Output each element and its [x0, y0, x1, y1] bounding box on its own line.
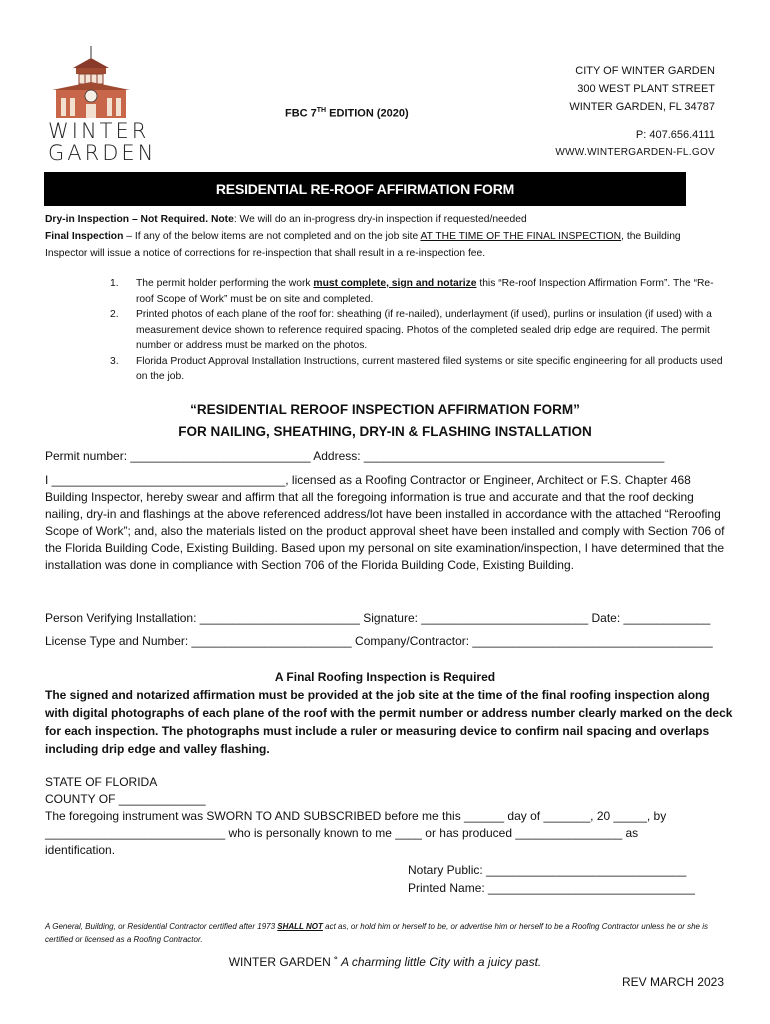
list-item: 1. The permit holder performing the work must complete, sign and notarize this “Re-roof Inspection Affirmation Form”. The “Re-roof Scope of Work” must be on site and completed. [110, 278, 714, 305]
clock-tower-icon [48, 46, 134, 120]
city-state-zip: WINTER GARDEN, FL 34787 [569, 101, 715, 113]
list-item: 2. Printed photos of each plane of the roof for: sheathing (if re-nailed), underlayment (if used), purlins or insulation (if used) with a measurement device shown to reference required spacing. Photos of the completed sealed drip edge are required. The permit number or address must be marked on the photos. [110, 309, 712, 351]
street-address: 300 WEST PLANT STREET [577, 83, 715, 95]
affirmation-subtitle: FOR NAILING, SHEATHING, DRY-IN & FLASHING INSTALLATION [178, 424, 592, 439]
printed-name-line[interactable]: Printed Name: _______________________________ [408, 881, 695, 895]
sworn-line-3: identification. [45, 843, 116, 857]
requirements-list [110, 276, 730, 385]
form-title-banner: RESIDENTIAL RE-ROOF AFFIRMATION FORM [44, 172, 686, 206]
notary-block [45, 774, 735, 859]
revision-date: REV MARCH 2023 [621, 975, 724, 989]
affirmation-paragraph: I ___________________________________, licensed as a Roofing Contractor or Engineer, Architect or F.S. Chapter 468 Building Inspector, hereby swear and affirm that all the foregoing information is true and accurate and that the roof decking nailing, dry-in and flashings at the above referenced address/lot have been installed in accordance with the attached “Reroofing Scope of Work”; and, also the materials listed on the product approval sheet have been installed and comply with Section 706 of the Florida Building Code, Existing Building. Based upon my personal on site examination/inspection, I have determined that the installation was done in compliance with Section 706 of the Florida Building Code, Existing Building. [45, 473, 725, 572]
final-inspection-title: A Final Roofing Inspection is Required [274, 670, 496, 684]
verification-line[interactable]: Person Verifying Installation: ________________________ Signature: _________________________ Date: _____________ [45, 611, 711, 625]
license-line[interactable]: License Type and Number: ________________________ Company/Contractor: ____________________________________ [45, 634, 713, 648]
code-edition: FBC 7TH EDITION (2020) [285, 107, 409, 120]
city-logo [48, 46, 157, 165]
notary-signature-block [408, 861, 695, 897]
notary-public-line[interactable]: Notary Public: ______________________________ [408, 863, 687, 877]
logo-word-winter: WINTER [48, 119, 150, 143]
phone-number: P: 407.656.4111 [635, 129, 715, 141]
sworn-line-1[interactable]: The foregoing instrument was SWORN TO AND SUBSCRIBED before me this ______ day of _______, 20 _____, by [45, 809, 667, 823]
state-label: STATE OF FLORIDA [45, 775, 158, 789]
list-item: 3. Florida Product Approval Installation Instructions, current mastered filed systems or site specific engineering for all products used on the job. [110, 355, 723, 382]
city-tagline: WINTER GARDEN ˚ A charming little City with a juicy past. [228, 955, 542, 969]
sworn-line-2[interactable]: ___________________________ who is personally known to me ____ or has produced ________________ as [45, 826, 639, 840]
county-line[interactable]: COUNTY OF _____________ [45, 792, 206, 806]
logo-word-garden: GARDEN [48, 141, 157, 165]
city-name: CITY OF WINTER GARDEN [575, 65, 715, 77]
permit-address-line[interactable]: Permit number: ___________________________ Address: _____________________________________________ [45, 449, 665, 463]
final-inspection-body: The signed and notarized affirmation must be provided at the job site at the time of the final roofing inspection along with digital photographs of each plane of the roof with the permit number or address number clearly marked on the deck for each inspection. The photographs must include a ruler or measuring device to confirm nail spacing and overlaps including drip edge and valley flashing. [45, 688, 733, 756]
city-address [555, 62, 715, 162]
inspection-notes: Dry-in Inspection – Not Required. Note: We will do an in-progress dry-in inspection if requested/needed Final Inspection – If any of the below items are not completed and on the job site AT THE TIME OF THE FINAL INSPECTION, the Building Inspector will issue a notice of corrections for re-inspection that shall result in a re-inspection fee. [45, 214, 681, 259]
website-link[interactable]: WWW.WINTERGARDEN-FL.GOV [555, 147, 715, 158]
affirmation-title: “RESIDENTIAL REROOF INSPECTION AFFIRMATION FORM” [190, 402, 580, 417]
contractor-disclaimer: A General, Building, or Residential Contractor certified after 1973 SHALL NOT act as, or hold him or herself to be, or advertise him or herself to be a Roofing Contractor unless he or she is certified or licensed as a Roofing Contractor. [45, 922, 708, 944]
